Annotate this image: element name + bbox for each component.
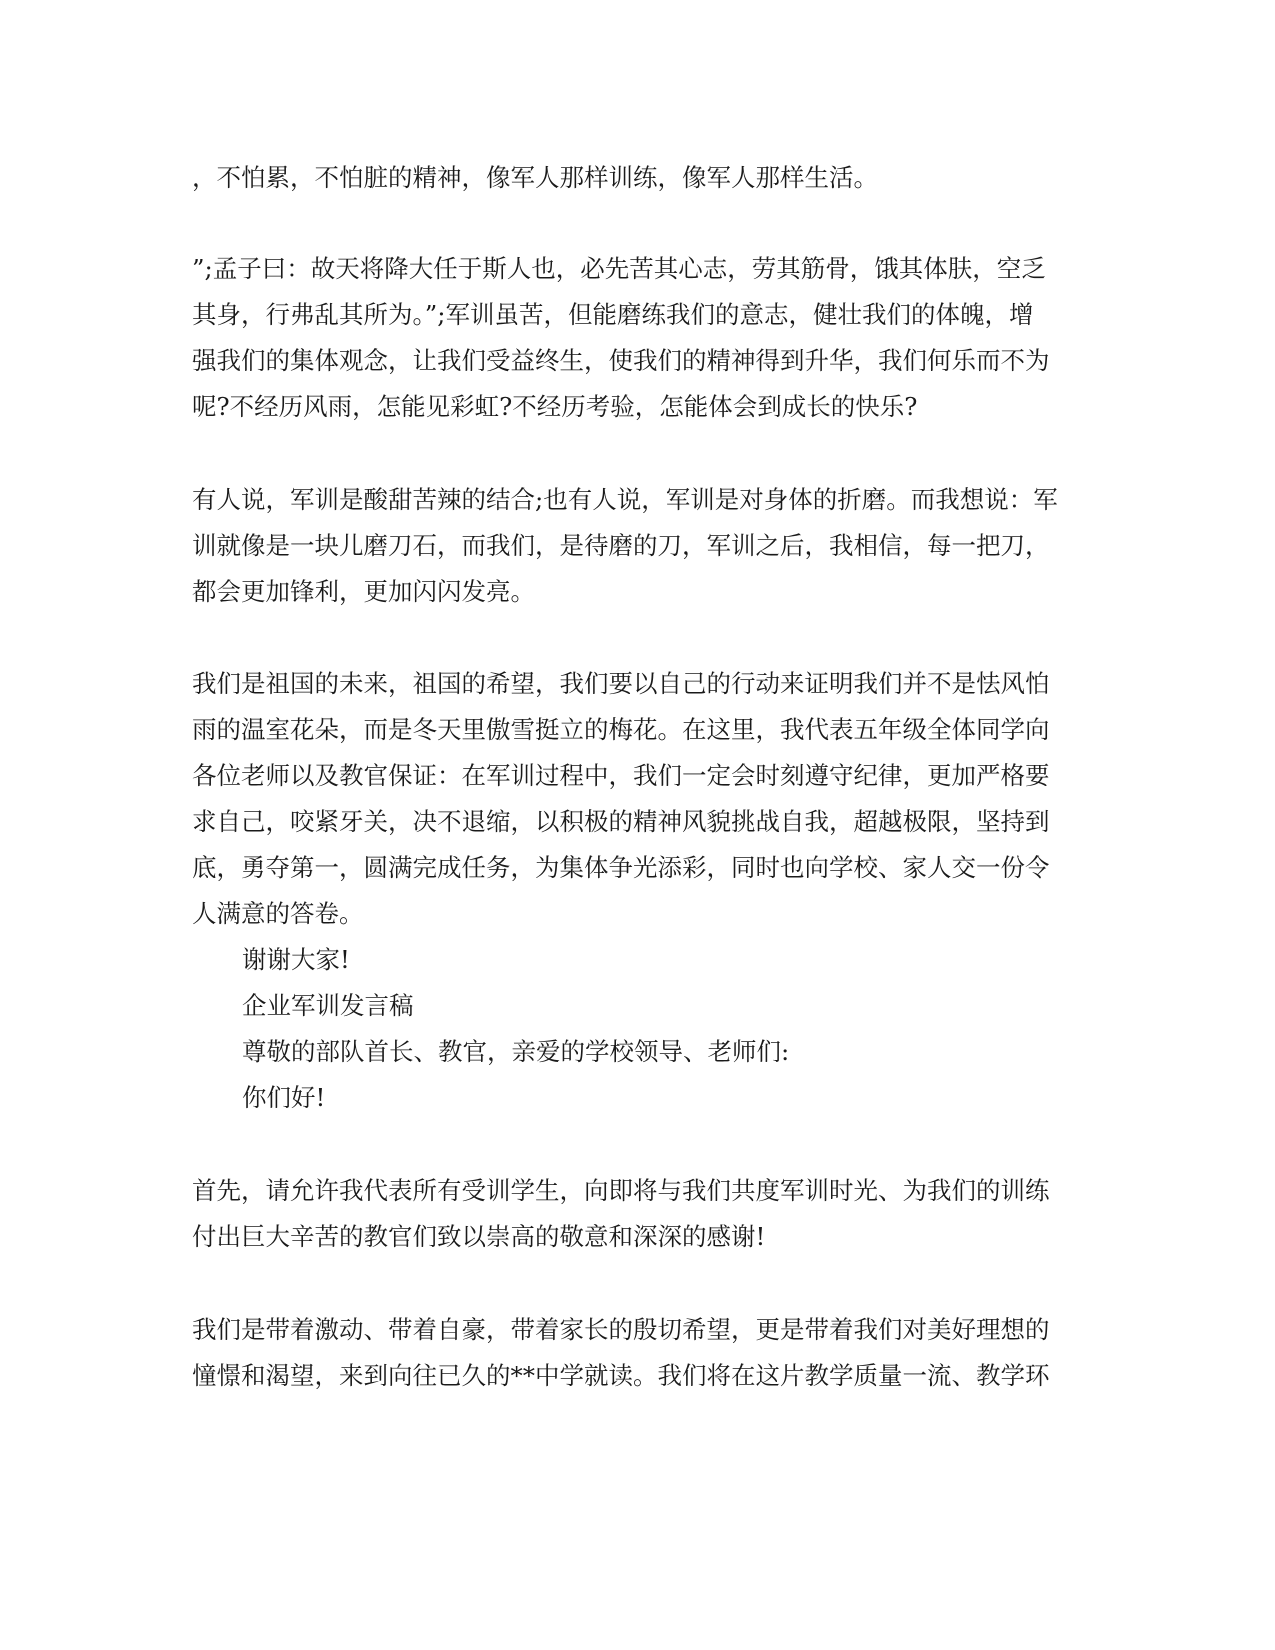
text-line: 有人说，军训是酸甜苦辣的结合;也有人说，军训是对身体的折磨。而我想说：军 — [192, 485, 1058, 514]
text-line: 我们是带着激动、带着自豪，带着家长的殷切希望，更是带着我们对美好理想的 — [192, 1315, 1050, 1344]
text-line: 呢?不经历风雨，怎能见彩虹?不经历考验，怎能体会到成长的快乐? — [192, 392, 918, 421]
text-line: 付出巨大辛苦的教官们致以崇高的敬意和深深的感谢! — [192, 1222, 766, 1251]
section-title: 企业军训发言稿 — [242, 991, 414, 1020]
text-line: 雨的温室花朵，而是冬天里傲雪挺立的梅花。在这里，我代表五年级全体同学向 — [192, 715, 1050, 744]
text-line: ”;孟子曰：故天将降大任于斯人也，必先苦其心志，劳其筋骨，饿其体肤，空乏 — [192, 254, 1046, 283]
text-line: 强我们的集体观念，让我们受益终生，使我们的精神得到升华，我们何乐而不为 — [192, 346, 1050, 375]
text-line: 我们是祖国的未来，祖国的希望，我们要以自己的行动来证明我们并不是怯风怕 — [192, 669, 1050, 698]
text-line: 训就像是一块儿磨刀石，而我们，是待磨的刀，军训之后，我相信，每一把刀， — [192, 531, 1050, 560]
text-line: 都会更加锋利，更加闪闪发亮。 — [192, 577, 535, 606]
text-line: ，不怕累，不怕脏的精神，像军人那样训练，像军人那样生活。 — [192, 163, 878, 192]
salutation-line: 尊敬的部队首长、教官，亲爱的学校领导、老师们: — [242, 1037, 790, 1066]
greeting-line: 你们好! — [242, 1083, 326, 1112]
text-line: 谢谢大家! — [242, 945, 350, 974]
text-line: 首先，请允许我代表所有受训学生，向即将与我们共度军训时光、为我们的训练 — [192, 1176, 1050, 1205]
text-line: 底，勇夺第一，圆满完成任务，为集体争光添彩，同时也向学校、家人交一份令 — [192, 853, 1050, 882]
text-line: 其身，行弗乱其所为。”;军训虽苦，但能磨练我们的意志，健壮我们的体魄，增 — [192, 300, 1034, 329]
text-line: 求自己，咬紧牙关，决不退缩，以积极的精神风貌挑战自我，超越极限，坚持到 — [192, 807, 1050, 836]
text-line: 人满意的答卷。 — [192, 899, 364, 928]
text-line: 憧憬和渴望，来到向往已久的**中学就读。我们将在这片教学质量一流、教学环 — [192, 1361, 1050, 1390]
text-line: 各位老师以及教官保证：在军训过程中，我们一定会时刻遵守纪律，更加严格要 — [192, 761, 1050, 790]
